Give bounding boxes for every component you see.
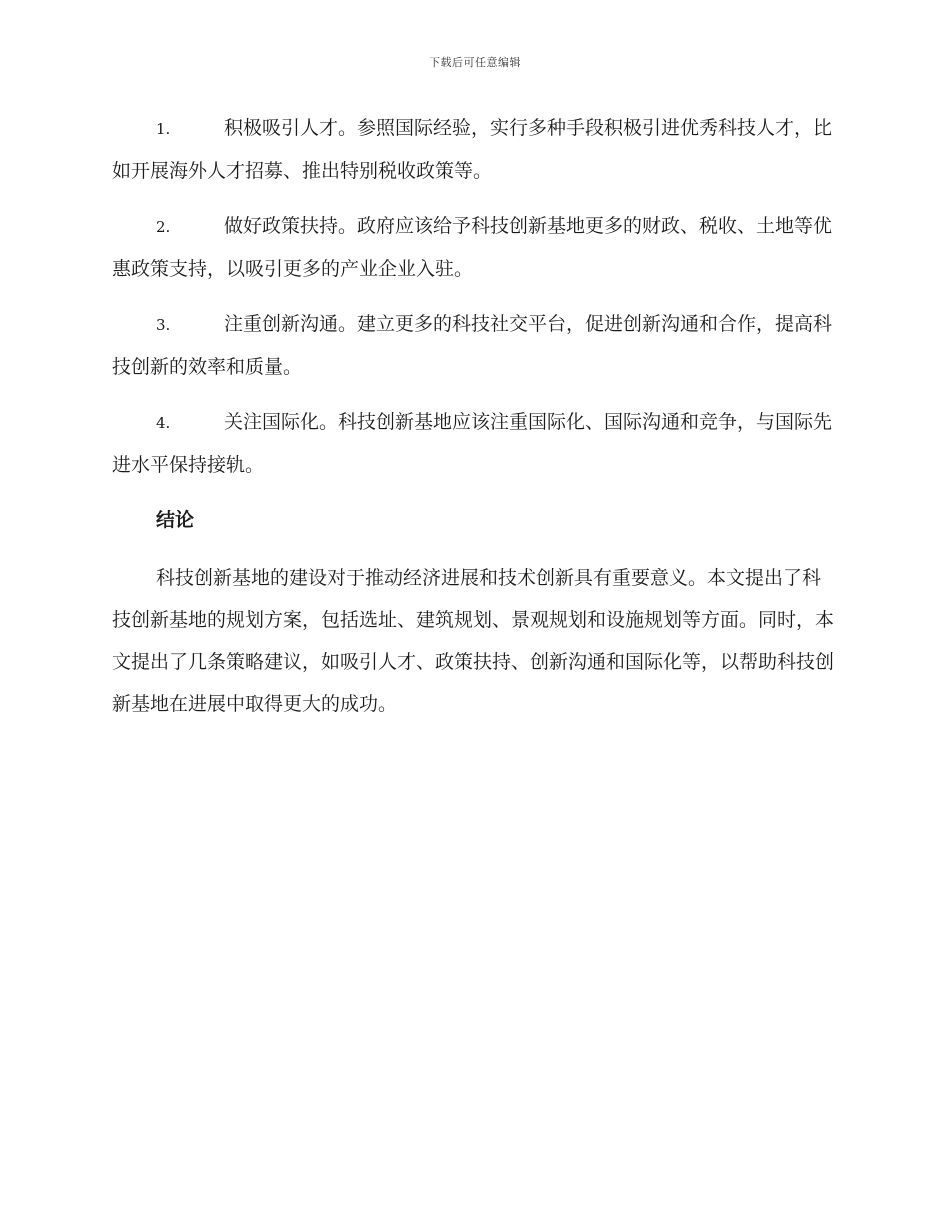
conclusion-paragraph: 科技创新基地的建设对于推动经济进展和技术创新具有重要意义。本文提出了科技创新基地的规划方案，包括选址、建筑规划、景观规划和设施规划等方面。同时，本文提出了几条策略建议，如吸引人才、政策扶持、创新沟通和国际化等，以帮助科技创新基地在进展中取得更大的成功。 xyxy=(112,567,835,715)
list-item xyxy=(112,303,834,388)
list-item xyxy=(112,107,834,192)
list-item xyxy=(112,401,834,486)
list-number: 4. xyxy=(156,414,171,432)
list-text: 做好政策扶持。政府应该给予科技创新基地更多的财政、税收、土地等优惠政策支持，以吸引更多的产业企业入驻。 xyxy=(112,215,833,280)
list-text: 注重创新沟通。建立更多的科技社交平台，促进创新沟通和合作，提高科技创新的效率和质量。 xyxy=(112,313,833,378)
list-number: 3. xyxy=(156,316,171,334)
list-number: 1. xyxy=(156,120,171,138)
list-item xyxy=(112,205,834,290)
page-header: 下载后可任意编辑 xyxy=(429,56,521,69)
conclusion-heading: 结论 xyxy=(156,509,195,531)
list-text: 关注国际化。科技创新基地应该注重国际化、国际沟通和竞争，与国际先进水平保持接轨。 xyxy=(112,411,833,476)
document-body xyxy=(112,107,834,725)
list-number: 2. xyxy=(156,218,171,236)
list-text: 积极吸引人才。参照国际经验，实行多种手段积极引进优秀科技人才，比如开展海外人才招募、推出特别税收政策等。 xyxy=(112,117,833,182)
